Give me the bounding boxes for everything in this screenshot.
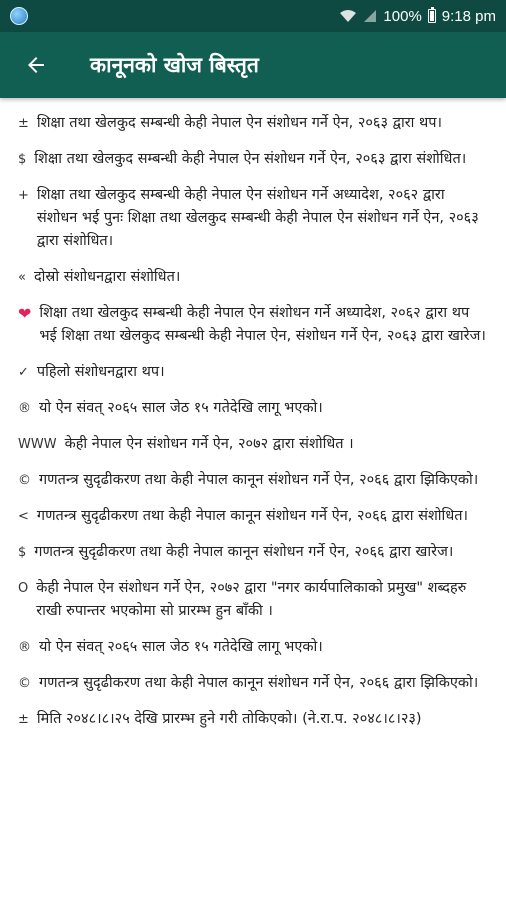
note-item (18, 636, 488, 659)
clock: 9:18 pm (441, 7, 496, 25)
note-text: मिति २०४८।८।२५ देखि प्रारम्भ हुने गरी तोकिएको। (ने.रा.प. २०४८।८।२३) (36, 711, 422, 727)
note-item (18, 148, 488, 171)
arrow-left-icon (24, 53, 48, 77)
note-text: शिक्षा तथा खेलकुद सम्बन्धी केही नेपाल ऐन संशोधन गर्ने अध्यादेश, २०६२ द्वारा संशोधन भई पुनः शिक्षा तथा खेलकुद सम्बन्धी केही नेपाल ऐन संशोधन गर्ने ऐन, २०६३ द्वारा संशोधित। (36, 187, 479, 249)
note-text: केही नेपाल ऐन संशोधन गर्ने ऐन, २०७२ द्वारा "नगर कार्यपालिकाको प्रमुख" शब्दहरु राखी रुपान्तर भएकोमा सो प्रारम्भ हुन बाँकी । (36, 580, 467, 619)
note-item (18, 469, 488, 492)
note-marker: © (18, 473, 31, 488)
note-marker: $ (18, 152, 27, 167)
page-title: कानूनको खोज बिस्तृत (90, 53, 259, 77)
globe-icon (10, 7, 28, 25)
note-item (18, 541, 488, 564)
note-item (18, 672, 488, 695)
note-text: केही नेपाल ऐन संशोधन गर्ने ऐन, २०७२ द्वारा संशोधित । (64, 436, 354, 452)
note-item (18, 397, 488, 420)
note-item (18, 112, 488, 135)
app-bar (0, 32, 506, 98)
note-item (18, 184, 488, 253)
note-item (18, 577, 488, 623)
note-text: यो ऐन संवत् २०६५ साल जेठ १५ गतेदेखि लागू भएको। (39, 400, 323, 416)
note-marker: + (18, 188, 29, 203)
note-marker: ± (18, 712, 29, 727)
note-text: गणतन्त्र सुदृढीकरण तथा केही नेपाल कानून संशोधन गर्ने ऐन, २०६६ द्वारा संशोधित। (36, 508, 468, 524)
note-marker: < (18, 509, 29, 524)
battery-icon (428, 9, 436, 23)
note-marker: $ (18, 545, 27, 560)
note-text: शिक्षा तथा खेलकुद सम्बन्धी केही नेपाल ऐन संशोधन गर्ने ऐन, २०६३ द्वारा संशोधित। (34, 151, 467, 167)
note-item (18, 266, 488, 289)
note-item (18, 708, 488, 731)
note-item (18, 361, 488, 384)
note-marker: ± (18, 116, 29, 131)
signal-icon (363, 9, 377, 23)
note-item (18, 433, 488, 456)
note-marker: WWW (18, 437, 57, 452)
note-text: दोस्रो संशोधनद्वारा संशोधित। (33, 269, 181, 285)
note-text: पहिलो संशोधनद्वारा थप। (36, 364, 165, 380)
notes-list[interactable] (0, 100, 506, 900)
note-text: शिक्षा तथा खेलकुद सम्बन्धी केही नेपाल ऐन संशोधन गर्ने ऐन, २०६३ द्वारा थप। (36, 115, 443, 131)
status-bar (0, 0, 506, 32)
note-marker: « (18, 270, 26, 285)
battery-percent: 100% (383, 7, 422, 25)
note-text: गणतन्त्र सुदृढीकरण तथा केही नेपाल कानून संशोधन गर्ने ऐन, २०६६ द्वारा खारेज। (34, 544, 454, 560)
note-marker: ❤ (18, 304, 32, 323)
note-text: गणतन्त्र सुदृढीकरण तथा केही नेपाल कानून संशोधन गर्ने ऐन, २०६६ द्वारा झिकिएको। (39, 472, 479, 488)
note-item (18, 302, 488, 348)
note-marker: ✓ (18, 365, 29, 380)
note-text: यो ऐन संवत् २०६५ साल जेठ १५ गतेदेखि लागू भएको। (39, 639, 323, 655)
wifi-icon (339, 9, 357, 23)
note-marker: © (18, 676, 31, 691)
note-marker: O (18, 581, 29, 596)
status-indicators (339, 8, 496, 25)
back-button[interactable] (8, 37, 64, 93)
note-item (18, 505, 488, 528)
note-text: गणतन्त्र सुदृढीकरण तथा केही नेपाल कानून संशोधन गर्ने ऐन, २०६६ द्वारा झिकिएको। (39, 675, 479, 691)
note-text: शिक्षा तथा खेलकुद सम्बन्धी केही नेपाल ऐन संशोधन गर्ने अध्यादेश, २०६२ द्वारा थप भई शिक्षा तथा खेलकुद सम्बन्धी केही नेपाल ऐन, संशोधन गर्ने ऐन, २०६३ द्वारा खारेज। (39, 305, 486, 344)
note-marker: ® (18, 401, 31, 416)
note-marker: ® (18, 640, 31, 655)
